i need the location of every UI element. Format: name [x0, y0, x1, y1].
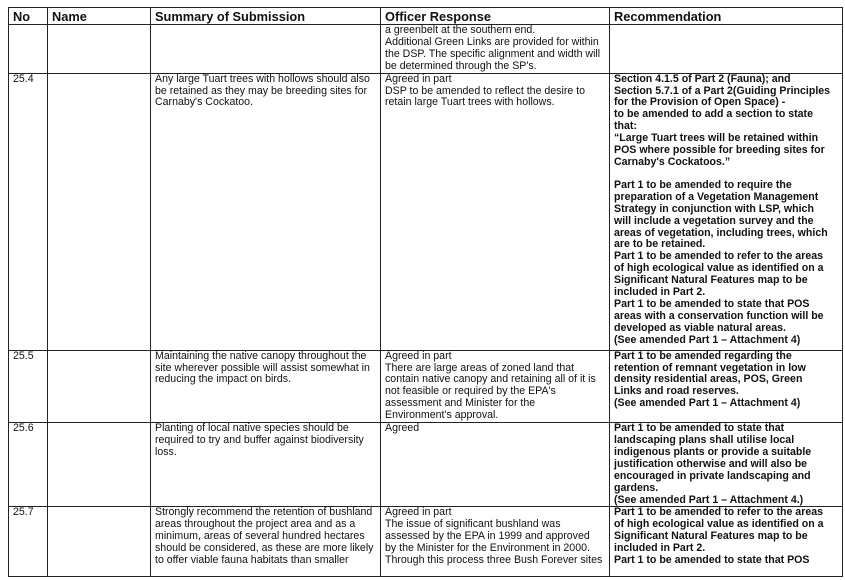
- cell-text-line: Part 1 to be amended to refer to the areas: [614, 506, 823, 519]
- document-page: [8, 7, 843, 580]
- cell-text-line: contain native canopy and retaining all of it is: [385, 373, 596, 386]
- cell-recommendation: [610, 507, 843, 577]
- cell-recommendation: [610, 423, 843, 507]
- cell-text-line: POS where possible for breeding sites for: [614, 144, 825, 157]
- table-row: [9, 73, 843, 350]
- cell-text-line: preparation of a Vegetation Management: [614, 190, 819, 203]
- cell-text-line: Agreed: [385, 422, 420, 435]
- cell-text-line: Part 1 to be amended to state that POS: [614, 297, 810, 310]
- cell-text-line: justification otherwise and will also be: [614, 457, 808, 470]
- cell-officer-response: [381, 25, 610, 74]
- cell-text-line: Any large Tuart trees with hollows should also: [155, 73, 370, 85]
- cell-no: 25.5: [9, 350, 48, 422]
- cell-text-line: developed as viable natural areas.: [614, 321, 786, 334]
- cell-text-line: gardens.: [614, 481, 659, 494]
- header-name: Name: [48, 8, 151, 25]
- cell-text-line: landscaping plans shall utilise local: [614, 433, 795, 446]
- cell-text-line: loss.: [155, 445, 177, 458]
- cell-text-line: of high ecological value as identified on a: [614, 262, 824, 275]
- cell-name: [48, 25, 151, 74]
- cell-text-line: (See amended Part 1 – Attachment 4): [614, 333, 801, 346]
- cell-summary: [151, 507, 381, 577]
- cell-summary: [151, 423, 381, 507]
- cell-text-line: Carnaby's Cockatoo.: [155, 96, 254, 109]
- cell-text-line: Strongly recommend the retention of bushland: [155, 506, 373, 519]
- cell-text-line: Maintaining the native canopy throughout the: [155, 350, 367, 362]
- cell-name: [48, 423, 151, 507]
- cell-text-line: will include a vegetation survey and the: [614, 214, 814, 227]
- cell-recommendation: [610, 350, 843, 422]
- cell-text-line: Part 1 to be amended to require the: [614, 178, 792, 191]
- cell-text-line: (See amended Part 1 – Attachment 4.): [614, 493, 804, 506]
- cell-no: 25.7: [9, 507, 48, 577]
- cell-text-line: assessment and Minister for the: [385, 397, 536, 410]
- header-officer-response: Officer Response: [381, 8, 610, 25]
- cell-text-line: assessed by the EPA in 1999 and approved: [385, 530, 590, 543]
- cell-text-line: Section 4.1.5 of Part 2 (Fauna); and: [614, 73, 791, 85]
- cell-text-line: The issue of significant bushland was: [385, 518, 561, 531]
- cell-text-line: DSP to be amended to reflect the desire to: [385, 84, 586, 97]
- cell-text-line: Agreed in part: [385, 73, 452, 85]
- header-no: No: [9, 8, 48, 25]
- submissions-table: [8, 7, 843, 577]
- cell-text-line: Significant Natural Features map to be: [614, 530, 808, 543]
- cell-officer-response: [381, 350, 610, 422]
- cell-text-line: of high ecological value as identified on a: [614, 518, 824, 531]
- cell-text-line: that:: [614, 120, 637, 133]
- cell-text-line: be determined through the SP's.: [385, 59, 537, 72]
- cell-name: [48, 73, 151, 350]
- table-row: [9, 423, 843, 507]
- cell-text-line: Strategy in conjunction with LSP, which: [614, 202, 814, 215]
- header-recommendation: Recommendation: [610, 8, 843, 25]
- cell-text-line: retention of remnant vegetation in low: [614, 361, 806, 374]
- cell-recommendation: [610, 25, 843, 74]
- cell-text-line: density residential areas, POS, Green: [614, 373, 803, 386]
- header-summary: Summary of Submission: [151, 8, 381, 25]
- cell-text-line: areas of vegetation, including trees, which: [614, 226, 828, 239]
- cell-text-line: Section 5.7.1 of a Part 2(Guiding Principles: [614, 84, 831, 97]
- table-row: [9, 507, 843, 577]
- cell-text-line: indigenous plants or provide a suitable: [614, 445, 812, 458]
- cell-text-line: encouraged in private landscaping and: [614, 469, 811, 482]
- cell-text-line: areas with a conservation function will be: [614, 309, 824, 322]
- cell-name: [48, 350, 151, 422]
- table-row: [9, 350, 843, 422]
- cell-text-line: Additional Green Links are provided for within: [385, 35, 599, 48]
- cell-text-line: should be considered, as these are more likely: [155, 542, 374, 555]
- cell-text-line: the DSP. The specific alignment and width will: [385, 47, 601, 60]
- cell-name: [48, 507, 151, 577]
- table-row: [9, 25, 843, 74]
- cell-officer-response: [381, 73, 610, 350]
- cell-text-line: to offer viable fauna habitats than smaller: [155, 554, 349, 567]
- cell-officer-response: [381, 423, 610, 507]
- cell-text-line: Part 1 to be amended regarding the: [614, 350, 792, 362]
- cell-text-line: included in Part 2.: [614, 286, 706, 299]
- cell-text-line: Agreed in part: [385, 350, 452, 362]
- cell-text-line: be retained as they may be breeding sites for: [155, 84, 367, 97]
- table-header-row: [9, 8, 843, 25]
- cell-text-line: minimum, areas of several hundred hectares: [155, 530, 365, 543]
- cell-text-line: are to be retained.: [614, 238, 706, 251]
- cell-officer-response: [381, 507, 610, 577]
- cell-text-line: Planting of local native species should be: [155, 422, 349, 435]
- cell-text-line: for the Provision of Open Space) -: [614, 96, 786, 109]
- cell-summary: [151, 25, 381, 74]
- cell-no: [9, 25, 48, 74]
- cell-text-line: “Large Tuart trees will be retained within: [614, 132, 819, 145]
- cell-text-line: Significant Natural Features map to be: [614, 274, 808, 287]
- cell-recommendation: [610, 73, 843, 350]
- cell-no: 25.6: [9, 423, 48, 507]
- cell-text-line: Carnaby's Cockatoos.”: [614, 155, 731, 168]
- cell-summary: [151, 73, 381, 350]
- cell-summary: [151, 350, 381, 422]
- cell-text-line: Links and road reserves.: [614, 385, 739, 398]
- cell-text-line: (See amended Part 1 – Attachment 4): [614, 397, 801, 410]
- cell-text-line: Through this process three Bush Forever sites: [385, 554, 603, 567]
- cell-text-line: site wherever possible will assist somewhat in: [155, 361, 370, 374]
- cell-text-line: reducing the impact on birds.: [155, 373, 292, 386]
- cell-text-line: by the Minister for the Environment in 2000.: [385, 542, 590, 555]
- cell-text-line: areas throughout the project area and as a: [155, 518, 356, 531]
- cell-text-line: to be amended to add a section to state: [614, 108, 813, 121]
- cell-text-line: Environment's approval.: [385, 409, 499, 422]
- cell-text-line: required to try and buffer against biodiversity: [155, 433, 364, 446]
- cell-text-line: included in Part 2.: [614, 542, 706, 555]
- cell-text-line: Part 1 to be amended to state that POS: [614, 554, 810, 567]
- cell-no: 25.4: [9, 73, 48, 350]
- cell-text-line: not feasible or required by the EPA's: [385, 385, 556, 398]
- cell-text-line: There are large areas of zoned land that: [385, 361, 575, 374]
- cell-text-line: retain large Tuart trees with hollows.: [385, 96, 555, 109]
- cell-text-line: Part 1 to be amended to refer to the areas: [614, 250, 823, 263]
- cell-text-line: Agreed in part: [385, 506, 452, 519]
- cell-text-line: a greenbelt at the southern end.: [385, 24, 536, 36]
- cell-text-line: Part 1 to be amended to state that: [614, 422, 785, 435]
